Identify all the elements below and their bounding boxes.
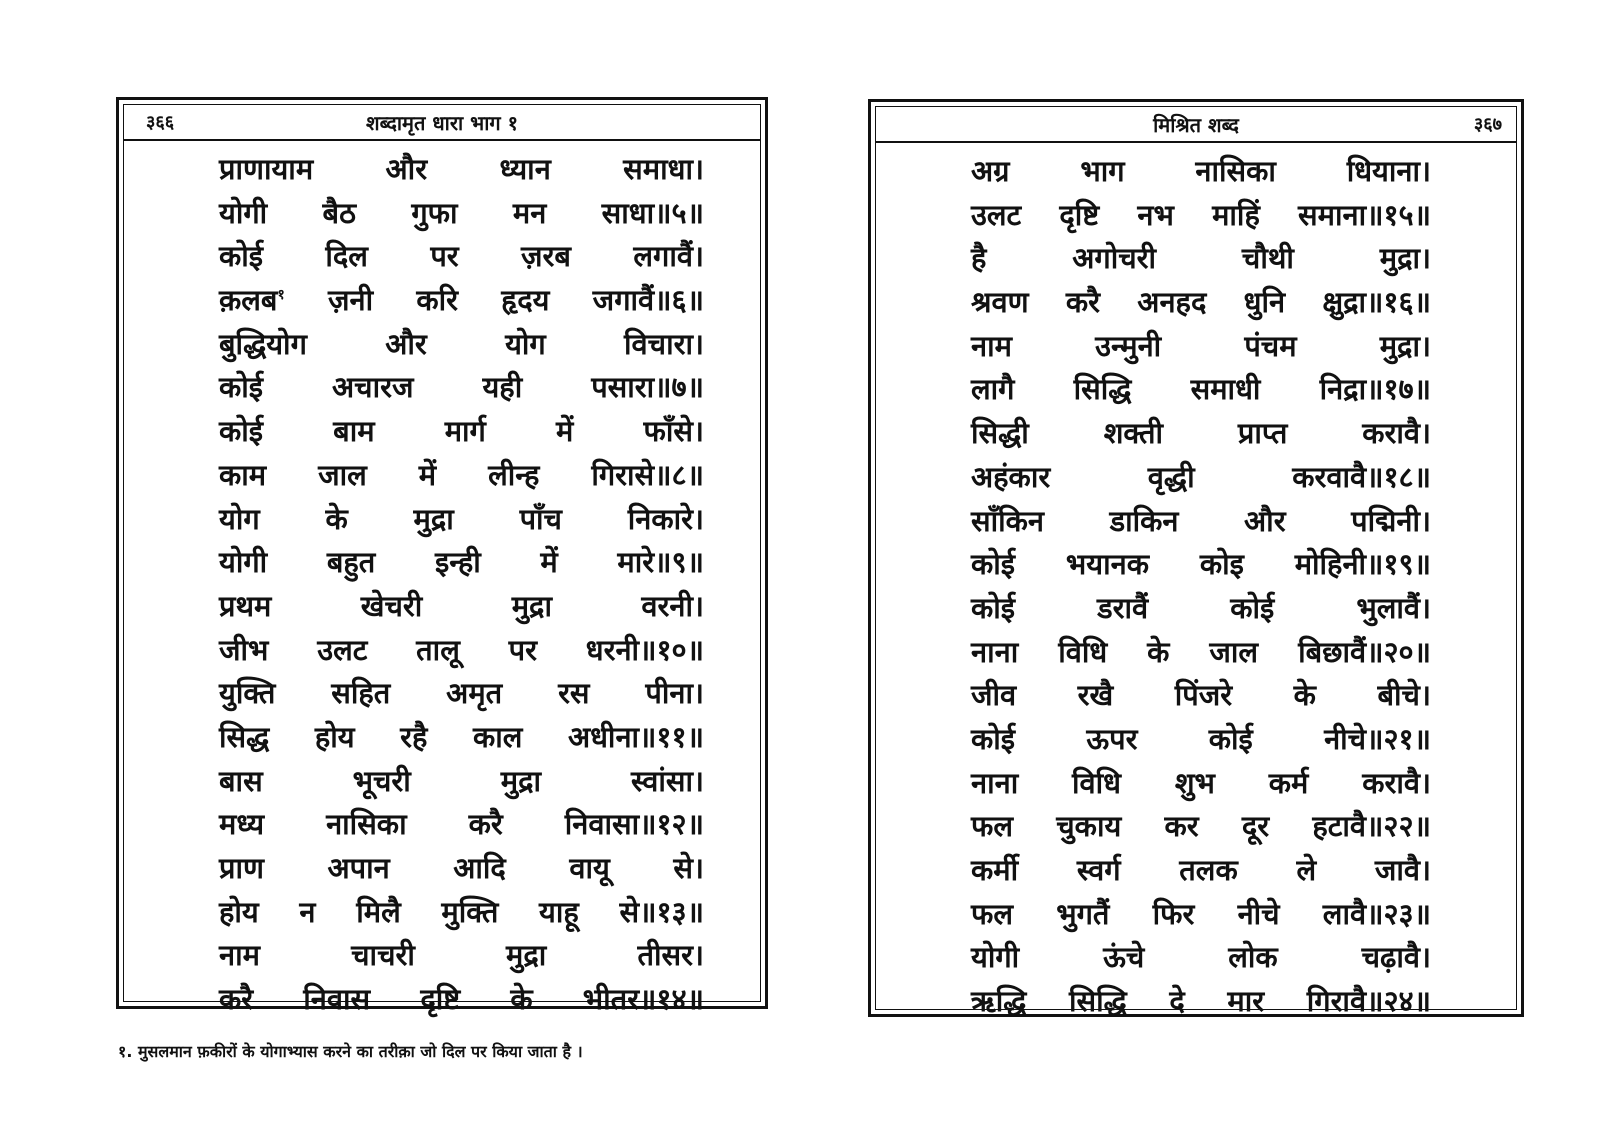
verse-word-with-marker: क़लब१ <box>219 280 285 319</box>
verse-word: क्षुद्रा॥१६॥ <box>1322 285 1431 320</box>
verse-line <box>971 981 1431 1025</box>
verse-word: चाचरी <box>351 938 415 973</box>
verse-word: जीभ <box>219 632 269 667</box>
verse-line <box>971 151 1431 195</box>
verse-word: कोई <box>1208 721 1253 756</box>
verse-word: समाना॥१५॥ <box>1298 197 1431 232</box>
verse-word: धरनी॥१०॥ <box>585 632 704 667</box>
verse-word: सिद्ध <box>219 719 270 754</box>
verse-word: के <box>1293 678 1316 713</box>
verse-word: और <box>385 326 427 361</box>
verse-word: प्राण <box>219 851 264 885</box>
verse-word: नीचे॥२१॥ <box>1324 721 1431 756</box>
verse-word: पर <box>430 239 459 274</box>
verse-line <box>971 937 1431 981</box>
verse-word: डाकिन <box>1109 503 1179 538</box>
right-page <box>868 99 1524 1017</box>
right-page-title: मिश्रित शब्द <box>1153 113 1239 137</box>
verse-word: करै <box>219 982 254 1017</box>
verse-word: बहुत <box>326 545 376 580</box>
verse-word: और <box>1244 503 1286 538</box>
verse-word: लागै <box>971 372 1015 407</box>
verse-word: निकारे। <box>627 501 704 536</box>
verse-word: के <box>1147 634 1170 669</box>
verse-word: अचारज <box>332 370 414 405</box>
verse-word: करै <box>1065 285 1101 320</box>
verse-word: पीना। <box>645 676 704 711</box>
verse-word: मोहिनी॥१९॥ <box>1294 547 1431 582</box>
verse-word: भयानक <box>1065 547 1149 582</box>
verse-word: मुक्ति <box>441 894 499 929</box>
verse-line <box>971 850 1431 894</box>
verse-word: करै <box>468 807 503 842</box>
verse-word: खेचरी <box>360 588 423 623</box>
verse-line <box>219 761 704 805</box>
verse-line <box>971 632 1431 676</box>
verse-word: तलक <box>1179 853 1238 887</box>
right-page-inner-border <box>875 106 1517 1019</box>
verse-word: बैठ <box>322 195 356 230</box>
verse-line <box>971 457 1431 501</box>
verse-word: भाग <box>1080 154 1125 188</box>
verse-line <box>971 369 1431 413</box>
verse-word: प्रथम <box>219 588 272 623</box>
verse-word: गुफा <box>411 195 458 230</box>
verse-word: योगी <box>971 940 1020 975</box>
verse-word: नासिका <box>326 807 407 842</box>
verse-line <box>219 149 704 193</box>
verse-word: कोई <box>219 370 264 405</box>
verse-word: शुभ <box>1174 765 1215 800</box>
verse-word: करवावै॥१८॥ <box>1292 459 1431 494</box>
verse-word: अगोचरी <box>1072 241 1157 276</box>
verse-word: योग <box>505 326 546 361</box>
verse-line <box>219 673 704 717</box>
verse-word: लोक <box>1228 940 1278 975</box>
verse-word: अहंकार <box>971 459 1051 494</box>
verse-word: पिंजरे <box>1174 678 1233 713</box>
verse-line <box>219 280 704 324</box>
verse-word: निद्रा॥१७॥ <box>1319 372 1431 407</box>
verse-word: करावै। <box>1362 765 1431 800</box>
verse-word: उन्मुनी <box>1095 328 1162 363</box>
verse-word: साँकिन <box>971 503 1044 538</box>
verse-word: लीन्ह <box>488 457 540 492</box>
verse-word: कोई <box>971 590 1016 625</box>
verse-word: दृष्टि <box>420 982 461 1017</box>
verse-word: के <box>325 501 348 536</box>
verse-line <box>971 719 1431 763</box>
verse-word: उलट <box>971 197 1022 232</box>
verse-word: रखै <box>1077 678 1114 713</box>
verse-word: दृष्टि <box>1059 197 1100 232</box>
verse-word: श्रवण <box>971 285 1029 320</box>
verse-word: उलट <box>317 632 368 667</box>
verse-word: पद्मिनी। <box>1351 503 1431 538</box>
verse-word: लगावैं। <box>633 239 704 274</box>
verse-word: जाल <box>318 457 367 492</box>
verse-line <box>219 411 704 455</box>
verse-line <box>219 804 704 848</box>
verse-word: कर्म <box>1268 765 1309 800</box>
verse-word: नीचे <box>1237 896 1280 931</box>
verse-word: स्वर्ग <box>1076 853 1121 887</box>
verse-word: करावै। <box>1362 416 1431 451</box>
verse-word: रस <box>558 676 590 711</box>
verse-word: युक्ति <box>219 676 276 711</box>
verse-word: है <box>971 241 987 276</box>
verse-line <box>971 763 1431 807</box>
verse-word: ऊपर <box>1086 721 1138 756</box>
verse-word: पंचम <box>1244 328 1297 363</box>
verse-word: सिद्धि <box>1069 984 1127 1019</box>
verse-word: करि <box>416 283 459 318</box>
verse-word: डरावैं <box>1097 590 1149 625</box>
verse-word: में <box>556 414 574 449</box>
verse-word: रहै <box>400 719 428 754</box>
verse-line <box>971 501 1431 545</box>
verse-word: वरनी। <box>641 588 704 623</box>
verse-word: याहू <box>539 894 579 929</box>
verse-word: हटावै॥२२॥ <box>1312 809 1431 844</box>
verse-word: गिरावै॥२४॥ <box>1306 984 1431 1019</box>
verse-word: मुद्रा। <box>1379 328 1431 363</box>
verse-word: फिर <box>1152 896 1195 931</box>
verse-word: से॥१३॥ <box>619 894 704 929</box>
verse-word: बाम <box>333 414 375 449</box>
left-page <box>116 97 768 1017</box>
verse-word: योगी <box>219 195 268 230</box>
verse-word: विधि <box>1058 634 1108 669</box>
verse-line <box>219 236 704 280</box>
verse-line <box>971 675 1431 719</box>
verse-word: तालू <box>416 632 460 667</box>
left-page-inner-border <box>123 104 761 1017</box>
verse-line <box>219 892 704 936</box>
verse-word: ज़नी <box>328 283 374 318</box>
verse-word: पसारा॥७॥ <box>591 370 704 405</box>
left-page-header <box>124 105 760 141</box>
verse-word: यही <box>482 370 523 405</box>
verse-word: कोई <box>971 721 1016 756</box>
verse-word: अनहद <box>1137 285 1207 320</box>
verse-word: चुकाय <box>1056 809 1122 844</box>
verse-line <box>219 499 704 543</box>
verse-word: नासिका <box>1195 154 1276 188</box>
verse-word: आदि <box>453 851 506 885</box>
verse-word: विचारा। <box>624 326 704 361</box>
verse-word: पाँच <box>519 501 562 536</box>
verse-word: पर <box>508 632 537 667</box>
verse-line <box>971 238 1431 282</box>
verse-word: सिद्धी <box>971 416 1029 451</box>
verse-line <box>971 195 1431 239</box>
verse-word: मार्ग <box>444 414 486 449</box>
right-verses <box>971 151 1431 1025</box>
verse-line <box>219 542 704 586</box>
left-page-title: शब्दामृत धारा भाग १ <box>365 111 519 135</box>
verse-word: कोई <box>1230 590 1275 625</box>
verse-word: सिद्धि <box>1073 372 1132 407</box>
verse-word: से। <box>673 851 704 885</box>
verse-word: मुद्रा <box>511 588 552 623</box>
verse-line <box>219 717 704 761</box>
verse-word: वृद्धी <box>1147 459 1195 494</box>
verse-word: कोई <box>219 414 264 449</box>
verse-word: मुद्रा। <box>1379 241 1431 276</box>
footnote: १. मुसलमान फ़कीरों के योगाभ्यास करने का तरीक़ा जो दिल पर किया जाता है । <box>118 1042 583 1061</box>
verse-word: जगावैं॥६॥ <box>592 283 704 318</box>
verse-word: ज़रब <box>521 239 571 274</box>
verse-word: वायू <box>569 851 610 885</box>
right-page-header <box>876 107 1516 143</box>
verse-word: काल <box>472 719 523 754</box>
verse-word: नाना <box>971 765 1019 800</box>
verse-word: स्वांसा। <box>630 763 704 798</box>
verse-word: मुद्रा <box>413 501 454 536</box>
verse-line <box>971 806 1431 850</box>
verse-line <box>219 979 704 1023</box>
verse-word: निवासा॥१२॥ <box>564 807 704 842</box>
verse-word: में <box>418 457 437 492</box>
verse-word: योग <box>219 501 260 536</box>
verse-word: फल <box>971 896 1014 931</box>
verse-word: इन्ही <box>434 545 481 580</box>
verse-word: चढ़ावै। <box>1361 940 1431 975</box>
verse-word: न <box>299 894 316 929</box>
verse-word: मुद्रा <box>500 763 542 798</box>
verse-line <box>219 193 704 237</box>
verse-word: मध्य <box>219 807 265 842</box>
verse-word: कर <box>1164 809 1199 844</box>
verse-word: ध्यान <box>499 152 551 186</box>
left-page-number: ३६६ <box>146 112 175 133</box>
verse-word: बीचे। <box>1377 678 1431 713</box>
verse-word: चौथी <box>1241 241 1294 276</box>
verse-line <box>219 630 704 674</box>
verse-word: ऋद्धि <box>971 984 1027 1019</box>
verse-word: समाधी <box>1190 372 1261 407</box>
verse-word: विधि <box>1072 765 1122 800</box>
verse-word: अपान <box>327 851 390 885</box>
verse-word: नाम <box>219 938 260 973</box>
left-verses <box>219 149 704 1023</box>
verse-line <box>971 544 1431 588</box>
verse-word: हृदय <box>501 283 550 318</box>
verse-word: बुद्धियोग <box>219 326 307 361</box>
verse-line <box>971 413 1431 457</box>
verse-word: होय <box>219 894 259 929</box>
verse-word: में <box>540 545 558 580</box>
verse-word: धियाना। <box>1346 154 1431 188</box>
verse-word: कोई <box>971 547 1016 582</box>
verse-word: भुगतैं <box>1056 896 1110 931</box>
verse-word: जावै। <box>1374 853 1431 887</box>
verse-line <box>219 455 704 499</box>
verse-word: और <box>385 152 428 186</box>
verse-word: ले <box>1296 853 1317 887</box>
verse-word: शक्ती <box>1103 416 1163 451</box>
verse-word: गिरासे॥८॥ <box>591 457 704 492</box>
verse-word: भुलावैं। <box>1356 590 1431 625</box>
verse-line <box>219 324 704 368</box>
verse-word: लावै॥२३॥ <box>1322 896 1431 931</box>
verse-word: मन <box>512 195 547 230</box>
verse-word: मिलै <box>356 894 401 929</box>
verse-line <box>219 935 704 979</box>
verse-word: मुद्रा <box>506 938 547 973</box>
verse-word: अधीना॥११॥ <box>567 719 704 754</box>
verse-line <box>219 586 704 630</box>
verse-word: अमृत <box>446 676 503 711</box>
verse-word: फाँसे। <box>643 414 704 449</box>
verse-word: भीतर॥१४॥ <box>582 982 704 1017</box>
verse-word: मारे॥९॥ <box>617 545 704 580</box>
verse-word: नाम <box>971 328 1012 363</box>
verse-word: योगी <box>219 545 268 580</box>
verse-word: बास <box>219 763 263 798</box>
verse-word: सहित <box>331 676 391 711</box>
verse-word: होय <box>314 719 355 754</box>
verse-word: भूचरी <box>352 763 411 798</box>
verse-word: काम <box>219 457 267 492</box>
verse-word: के <box>510 982 533 1017</box>
verse-word: समाधा। <box>623 152 704 186</box>
verse-word: फल <box>971 809 1014 844</box>
verse-line <box>971 588 1431 632</box>
verse-word: नाना <box>971 634 1019 669</box>
verse-word: नभ <box>1137 197 1174 232</box>
verse-word: तीसर। <box>637 938 704 973</box>
verse-word: कर्मी <box>971 853 1019 887</box>
verse-word: कोइ <box>1199 547 1244 582</box>
verse-word: साधा॥५॥ <box>601 195 704 230</box>
verse-line <box>219 367 704 411</box>
verse-word: जीव <box>971 678 1017 713</box>
verse-word: निवास <box>303 982 371 1017</box>
verse-word: ऊंचे <box>1103 940 1145 975</box>
verse-word: दूर <box>1241 809 1270 844</box>
verse-word: प्राणायाम <box>219 152 314 186</box>
verse-line <box>971 894 1431 938</box>
verse-word: कोई <box>219 239 264 274</box>
verse-word: मार <box>1227 984 1265 1019</box>
verse-line <box>971 282 1431 326</box>
verse-word: अग्र <box>971 154 1010 188</box>
verse-line <box>219 848 704 892</box>
verse-line <box>971 326 1431 370</box>
right-page-number: ३६७ <box>1473 114 1502 135</box>
verse-word: धुनि <box>1243 285 1286 320</box>
verse-word: दे <box>1169 984 1185 1019</box>
verse-word: प्राप्त <box>1237 416 1288 451</box>
verse-word: बिछावैं॥२०॥ <box>1298 634 1431 669</box>
verse-word: दिल <box>325 239 368 274</box>
verse-word: जाल <box>1209 634 1259 669</box>
verse-word: क़लब <box>219 283 278 318</box>
verse-word: माहिं <box>1212 197 1260 232</box>
